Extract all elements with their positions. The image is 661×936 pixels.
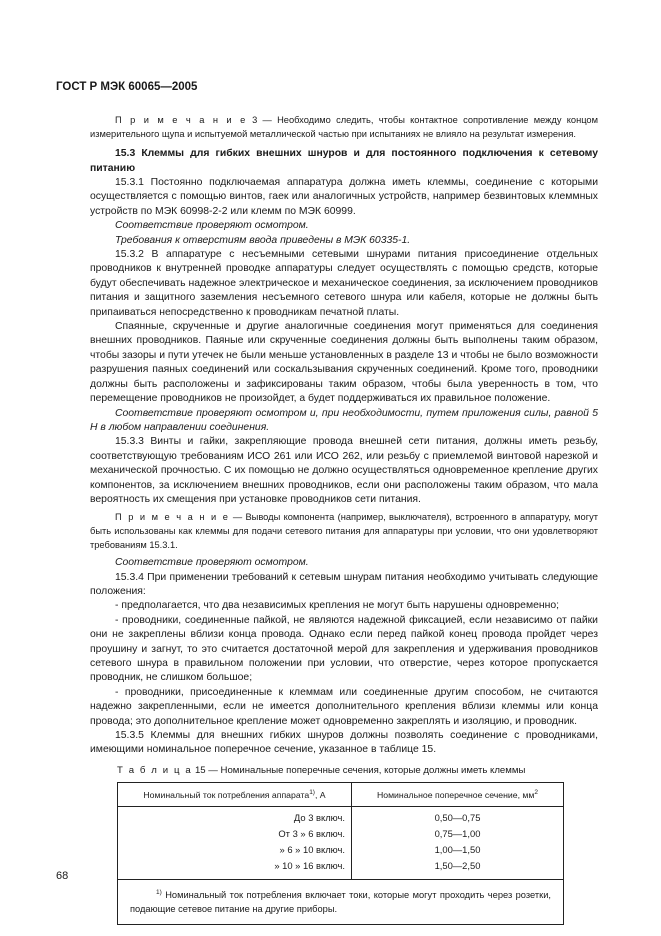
list-item-1: - предполагается, что два независимых крепления не могут быть нарушены одновременно; xyxy=(115,600,560,612)
table-row xyxy=(118,827,564,843)
cross-section-table xyxy=(117,782,564,924)
section-cell: 0,50—0,75 xyxy=(352,806,564,827)
table-header-row xyxy=(118,783,564,806)
table-row xyxy=(118,806,564,827)
note-3 xyxy=(90,114,598,141)
current-cell: » 6 » 10 включ. xyxy=(118,843,352,859)
paragraph-15-3-4: 15.3.4 При применении требований к сетевым шнурам питания необходимо учитывать следующие положения: xyxy=(90,571,598,597)
table-footnote-row xyxy=(118,879,564,924)
paragraph-15-3-3: 15.3.3 Винты и гайки, закрепляющие провода внешней сети питания, должны иметь резьбу, соответствующую требованиям ИСО 261 или ИСО 262, или резьбу с приемлемой винтовой нарезкой и механической прочностью. С их помощью не должно осуществляться одновременное крепление других компонентов, за исключением внешних проводников, если они расположены таким образом, что мала вероятность их смещения при установке проводников сети питания. xyxy=(90,436,598,505)
document-header: ГОСТ Р МЭК 60065—2005 xyxy=(56,81,198,93)
list-item-3: - проводники, присоединенные к клеммам или соединенные другим способом, не считаются надежно закрепленными, если не имеется дополнительного крепления вблизи клеммы или конца провода; это дополнительное крепление может одновременно закреплять и изоляцию, и проводник. xyxy=(90,686,598,727)
note-text: — Выводы компонента (например, выключателя), встроенного в аппаратуру, могут быть использованы как клеммы для подачи сетевого питания для аппаратуры при условии, что они удовлетворяют требованиям 15.3.1. xyxy=(90,512,598,550)
table-row xyxy=(118,859,564,880)
section-cell: 1,50—2,50 xyxy=(352,859,564,880)
current-cell: До 3 включ. xyxy=(118,806,352,827)
current-cell: От 3 » 6 включ. xyxy=(118,827,352,843)
paragraph-15-3-2: 15.3.2 В аппаратуре с несъемными сетевыми шнурами питания присоединение отдельных проводников к внутренней проводке аппаратуры следует осуществлять с помощью средств, которые будут обеспечивать надежное электрическое и механическое соединения, за исключением проводников питания и защитного заземления несъемного сетевого шнура или кабеля, которые не должны быть припаиваться непосредственно к проводникам печатной платы. xyxy=(90,249,598,318)
paragraph-15-3-5: 15.3.5 Клеммы для внешних гибких шнуров должны позволять соединение с проводниками, имеющими номинальное поперечное сечение, указанное в таблице 15. xyxy=(90,730,598,756)
note-3-text: 3 — Необходимо следить, чтобы контактное сопротивление между концом измерительного щупа и испытуемой металлической частью при испытаниях не влияло на результат измерения. xyxy=(90,115,598,139)
paragraph-joints: Спаянные, скрученные и другие аналогичные соединения могут применяться для соединения внешних проводников. Паяные или скрученные соединения должны быть выполнены таким образом, чтобы зазоры и пути утечек не были меньше установленных в разделе 13 и чтобы не было возможности разрушения паяных соединений или соскальзывания скрученных соединений. Кроме того, проводники должны быть расположены и зафиксированы таким образом, чтобы была уверенность в том, что перемещение проводников не произойдет, а будет поддерживаться их правильное положение. xyxy=(90,321,598,405)
note-label: П р и м е ч а н и е xyxy=(115,512,230,523)
compliance-check-3: Соответствие проверяют осмотром. xyxy=(115,557,309,569)
section-cell: 0,75—1,00 xyxy=(352,827,564,843)
table-footnote: $^{1)}$ Номинальный ток потребления включает токи, которые могут проходить через розетки, подающие сетевое питание на другие приборы. xyxy=(118,879,564,924)
column-header-section: Номинальное поперечное сечение, $мм^2$ xyxy=(352,783,564,806)
compliance-check-2: Соответствие проверяют осмотром и, при необходимости, путем приложения силы, равной 5 Н в любом направлении соединения. xyxy=(90,407,598,433)
section-heading: 15.3 Клеммы для гибких внешних шнуров и для постоянного подключения к сетевому питанию xyxy=(90,148,598,174)
table-caption xyxy=(117,764,598,778)
entry-hole-requirements: Требования к отверстиям ввода приведены в МЭК 60335-1. xyxy=(115,234,411,246)
list-item-2: - проводники, соединенные пайкой, не являются надежной фиксацией, если независимо от пайки они не закреплены вблизи конца провода. Однако если перед пайкой конец провода пройдет через проушину и загнут, то это считается достаточной мерой для закрепления и удерживания проводников сетевого шнура в правильном положении при условии, что отверстие, через которое пропускается проводник, не слишком большое; xyxy=(90,614,598,684)
note-component-terminals xyxy=(90,511,598,552)
column-header-current: Номинальный ток потребления аппарата$^{1)}$, А xyxy=(118,783,352,806)
page-number: 68 xyxy=(56,870,69,882)
table-row xyxy=(118,843,564,859)
table-caption-text: 15 — Номинальные поперечные сечения, которые должны иметь клеммы xyxy=(192,764,526,776)
table-caption-label: Т а б л и ц а xyxy=(117,764,193,776)
compliance-check-1: Соответствие проверяют осмотром. xyxy=(115,220,309,232)
paragraph-15-3-1: 15.3.1 Постоянно подключаемая аппаратура должна иметь клеммы, соединение с которыми осуществляется с помощью винтов, гаек или аналогичных устройств, например безвинтовых клеммных устройств по МЭК 60998-2-2 или клемм по МЭК 60999. xyxy=(90,177,598,217)
section-cell: 1,00—1,50 xyxy=(352,843,564,859)
page-body xyxy=(90,114,598,925)
current-cell: » 10 » 16 включ. xyxy=(118,859,352,880)
note-3-label: П р и м е ч а н и е xyxy=(115,115,247,125)
